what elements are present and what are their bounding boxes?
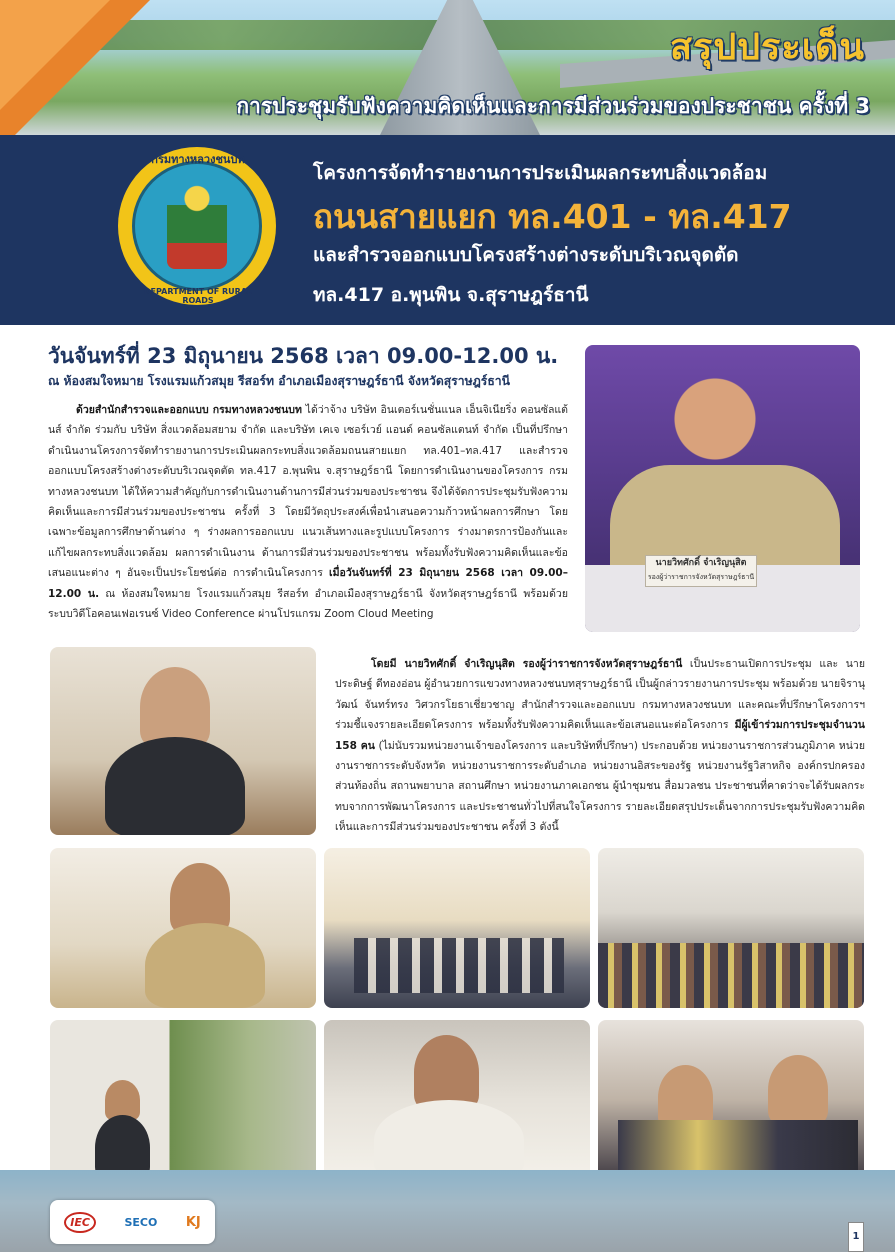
intro-body-end: ณ ห้องสมใจหมาย โรงแรมแก้วสมุย รีสอร์ท อำเภอเมืองสุราษฎร์ธานี จังหวัดสุราษฎร์ธานี พร้อมด้วยระบบวิดีโอคอนเฟอเรนซ์ Video Conference ผ่านโปรแกรม Zoom Cloud Meeting: [48, 587, 568, 621]
project-title-road: ถนนสายแยก ทล.401 - ทล.417: [313, 197, 792, 236]
chair-paragraph: [335, 654, 865, 838]
nameplate-title: รองผู้ว่าราชการจังหวัดสุราษฎร์ธานี: [647, 573, 755, 581]
attendees-photo: [598, 1020, 864, 1180]
intro-body: ได้ว่าจ้าง บริษัท อินเตอร์เนชั่นแนล เอ็นจิเนียริ่ง คอนซัลแต้นส์ จำกัด ร่วมกับ บริษัท สิ่งแวดล้อมสยาม จำกัด และบริษัท เคเจ เซอร์เวย์ แอนด์ คอนซัลแตนท์ จำกัด เป็นที่ปรึกษาดำเนินงานโครงการจัดทำรายงานการประเมินผลกระทบสิ่งแวดล้อมถนนสายแยก ทล.401–ทล.417 และสำรวจออกแบบโครงสร้างต่างระดับบริเวณจุดตัด ทล.417 อ.พุนพิน จ.สุราษฎร์ธานี โดยการดำเนินงานของโครงการ กรมทางหลวงชนบท ได้ให้ความสำคัญกับการดำเนินงานด้านการมีส่วนร่วมของประชาชน จึงได้จัดการประชุมรับฟังความคิดเห็นและการมีส่วนร่วมของประชาชน ครั้งที่ 3 โดยมีวัตถุประสงค์เพื่อนำเสนอความก้าวหน้าผลการศึกษา โดยเฉพาะข้อมูลการศึกษาด้านต่าง ๆ ร่างผลการออกแบบ แนวเส้นทางและรูปแบบโครงการ ร่างมาตรการป้องกันและแก้ไขผลกระทบสิ่งแวดล้อม ผลการดำเนินงาน ด้านการมีส่วนร่วมของประชาชน พร้อมทั้งรับฟังความคิดเห็นและข้อเสนอแนะต่าง ๆ อันจะเป็นประโยชน์ต่อ การดำเนินโครงการ: [48, 404, 568, 580]
logo-text-english: DEPARTMENT OF RURAL ROADS: [143, 287, 253, 305]
seco-logo: SECO: [124, 1215, 158, 1229]
event-venue: ณ ห้องสมใจหมาย โรงแรมแก้วสมุย รีสอร์ท อำเภอเมืองสุราษฎร์ธานี จังหวัดสุราษฎร์ธานี: [48, 374, 510, 388]
intro-paragraph: [48, 400, 568, 624]
project-title-line1: โครงการจัดทำรายงานการประเมินผลกระทบสิ่งแวดล้อม: [313, 162, 768, 184]
audience-photo: [598, 848, 864, 1008]
project-title-line4: ทล.417 อ.พุนพิน จ.สุราษฎร์ธานี: [313, 284, 589, 306]
page-number: 1: [848, 1222, 864, 1252]
attendee-count: มีผู้เข้าร่วมการประชุมจำนวน 158 คน: [335, 719, 865, 752]
event-date: วันจันทร์ที่ 23 มิถุนายน 2568 เวลา 09.00-12.00 น.: [48, 344, 559, 368]
nameplate-name: นายวิทศักดิ์ จำเริญนุสิต: [655, 558, 747, 568]
presentation-photo: [50, 1020, 316, 1180]
chair-body-end: (ไม่นับรวมหน่วยงานเจ้าของโครงการ และบริษัทที่ปรึกษา) ประกอบด้วย หน่วยงานราชการส่วนภูมิภาค หน่วยงานราชการระดับจังหวัด หน่วยงานราชการระดับอำเภอ หน่วยงานอิสระของรัฐ หน่วยงานรัฐวิสาหกิจ องค์กรปกครองส่วนท้องถิ่น สถานพยาบาล สถานศึกษา หน่วยงานภาคเอกชน ผู้นำชุมชน สื่อมวลชน ประชาชนที่คาดว่าจะได้รับผลกระทบจากการพัฒนาโครงการ และประชาชนทั่วไปที่สนใจโครงการ รายละเอียดสรุปประเด็นจากการประชุมรับฟังความคิดเห็นและการมีส่วนร่วมของประชาชน ครั้งที่ 3 ดังนี้: [335, 739, 865, 834]
participant-speaking-photo: [324, 1020, 590, 1180]
chair-body: เป็นประธานเปิดการประชุม และ นายประดิษฐ์ ดีทองอ่อน ผู้อำนวยการแขวงทางหลวงชนบทสุราษฎร์ธานี เป็นผู้กล่าวรายงานการประชุม พร้อมด้วย นายจิรานุวัฒน์ จันทร์ทรง วิศวกรโยธาเชี่ยวชาญ สำนักสำรวจและออกแบบ กรมทางหลวงชนบท และคณะที่ปรึกษาโครงการฯ ร่วมชี้แจงรายละเอียดโครงการ พร้อมทั้งรับฟังความคิดเห็นและข้อเสนอแนะต่อโครงการ: [335, 658, 865, 732]
logo-text-thai: กรมทางหลวงชนบท: [151, 153, 245, 166]
speaker-body: [105, 737, 245, 835]
participant-body: [374, 1100, 524, 1180]
consultant-logos: [50, 1200, 215, 1244]
official-speaking-photo: [50, 848, 316, 1008]
speaker-photo: [50, 647, 316, 835]
attendee-1: [768, 1055, 828, 1125]
intro-date: เมื่อวันจันทร์ที่ 23 มิถุนายน 2568 เวลา 09.00–12.00 น.: [48, 567, 568, 600]
audience-rows: [598, 943, 864, 1008]
summary-title: สรุปประเด็น: [670, 27, 865, 68]
intro-lead: ด้วยสำนักสำรวจและออกแบบ กรมทางหลวงชนบท: [76, 404, 302, 416]
group-row: [354, 938, 564, 993]
participant-head: [414, 1035, 479, 1110]
iec-logo: IEC: [64, 1212, 96, 1233]
official-body: [145, 923, 265, 1008]
chair-lead: โดยมี นายวิทศักดิ์ จำเริญนุสิต รองผู้ว่าราชการจังหวัดสุราษฎร์ธานี: [371, 658, 683, 670]
chairman-photo: [585, 345, 860, 632]
rural-roads-logo: [118, 147, 276, 305]
presenter-head: [105, 1080, 140, 1120]
kj-logo: KJ: [185, 1214, 201, 1230]
speaker-head: [140, 667, 210, 747]
chairman-figure: [655, 370, 775, 510]
meeting-title: การประชุมรับฟังความคิดเห็นและการมีส่วนร่วมของประชาชน ครั้งที่ 3: [236, 94, 870, 118]
garuda-figure-icon: [167, 183, 227, 269]
logo-emblem: [132, 161, 262, 291]
project-title-line3: และสำรวจออกแบบโครงสร้างต่างระดับบริเวณจุดตัด: [313, 244, 739, 266]
nameplate: [645, 555, 757, 587]
group-photo: [324, 848, 590, 1008]
